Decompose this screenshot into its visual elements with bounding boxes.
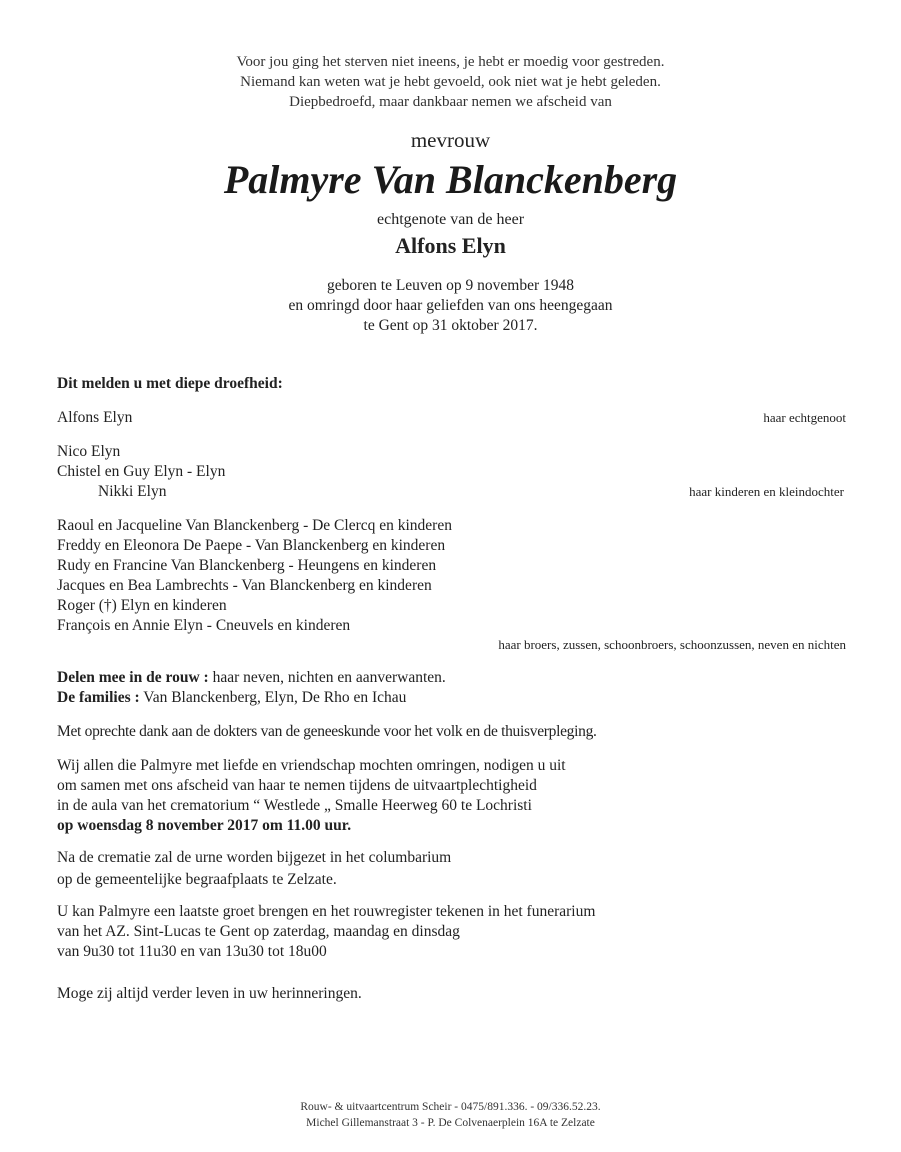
family-member: Alfons Elyn [57, 409, 133, 426]
footer-line: Michel Gillemanstraat 3 - P. De Colvenaerplein 16A te Zelzate [306, 1117, 595, 1129]
family-member: Rudy en Francine Van Blanckenberg - Heungens en kinderen [57, 557, 437, 574]
family-role: haar kinderen en kleindochter [689, 484, 844, 499]
sharing-line [57, 668, 446, 688]
deceased-name: Palmyre Van Blanckenberg [223, 157, 678, 202]
sharing-label: Delen mee in de rouw : [57, 669, 209, 686]
family-member: Jacques en Bea Lambrechts - Van Blanckenberg en kinderen [57, 577, 432, 594]
deceased-detail: te Gent op 31 oktober 2017. [363, 317, 538, 334]
ceremony-date: op woensdag 8 november 2017 om 11.00 uur. [57, 817, 352, 834]
spouse-name: Alfons Elyn [395, 233, 506, 258]
invitation-line: Wij allen die Palmyre met liefde en vriendschap mochten omringen, nodigen u uit [57, 757, 566, 774]
urn-line: op de gemeentelijke begraafplaats te Zelzate. [57, 871, 337, 888]
family-member: Raoul en Jacqueline Van Blanckenberg - De Clercq en kinderen [57, 517, 452, 534]
visit-line: van 9u30 tot 11u30 en van 13u30 tot 18u00 [57, 943, 327, 960]
invitation-line: om samen met ons afscheid van haar te nemen tijdens de uitvaartplechtigheid [57, 777, 537, 794]
family-member: François en Annie Elyn - Cneuvels en kinderen [57, 617, 351, 634]
spouse-intro: echtgenote van de heer [376, 211, 525, 228]
families-line [57, 688, 406, 708]
thanks-text: Met oprechte dank aan de dokters van de geneeskunde voor het volk en de thuisverpleging. [57, 723, 597, 740]
visit-line: van het AZ. Sint-Lucas te Gent op zaterdag, maandag en dinsdag [57, 923, 460, 940]
family-member: Nico Elyn [57, 443, 121, 460]
families-label: De families : [57, 689, 140, 706]
deceased-detail: geboren te Leuven op 9 november 1948 [326, 277, 575, 294]
family-member: Freddy en Eleonora De Paepe - Van Blanckenberg en kinderen [57, 537, 446, 554]
closing-text: Moge zij altijd verder leven in uw herinneringen. [57, 985, 362, 1002]
poem-line: Voor jou ging het sterven niet ineens, je hebt er moedig voor gestreden. [236, 54, 665, 70]
footer-line: Rouw- & uitvaartcentrum Scheir - 0475/891.336. - 09/336.52.23. [300, 1101, 601, 1113]
announcement-heading: Dit melden u met diepe droefheid: [57, 375, 283, 392]
family-member: Nikki Elyn [98, 483, 167, 500]
family-role: haar broers, zussen, schoonbroers, schoonzussen, neven en nichten [498, 637, 846, 652]
family-member: Chistel en Guy Elyn - Elyn [57, 463, 226, 480]
poem-line: Diepbedroefd, maar dankbaar nemen we afscheid van [289, 94, 612, 110]
invitation-line: in de aula van het crematorium “ Westlede „ Smalle Heerweg 60 te Lochristi [57, 797, 532, 814]
deceased-title: mevrouw [410, 128, 491, 152]
poem-line: Niemand kan weten wat je hebt gevoeld, ook niet wat je hebt geleden. [240, 74, 661, 90]
visit-line: U kan Palmyre een laatste groet brengen en het rouwregister tekenen in het funerarium [57, 903, 596, 920]
deceased-detail: en omringd door haar geliefden van ons heengegaan [288, 297, 613, 314]
sharing-text: haar neven, nichten en aanverwanten. [208, 669, 446, 686]
family-role: haar echtgenoot [763, 410, 846, 425]
families-text: Van Blanckenberg, Elyn, De Rho en Ichau [139, 689, 407, 706]
urn-line: Na de crematie zal de urne worden bijgezet in het columbarium [57, 849, 452, 866]
family-member: Roger (†) Elyn en kinderen [57, 597, 227, 614]
